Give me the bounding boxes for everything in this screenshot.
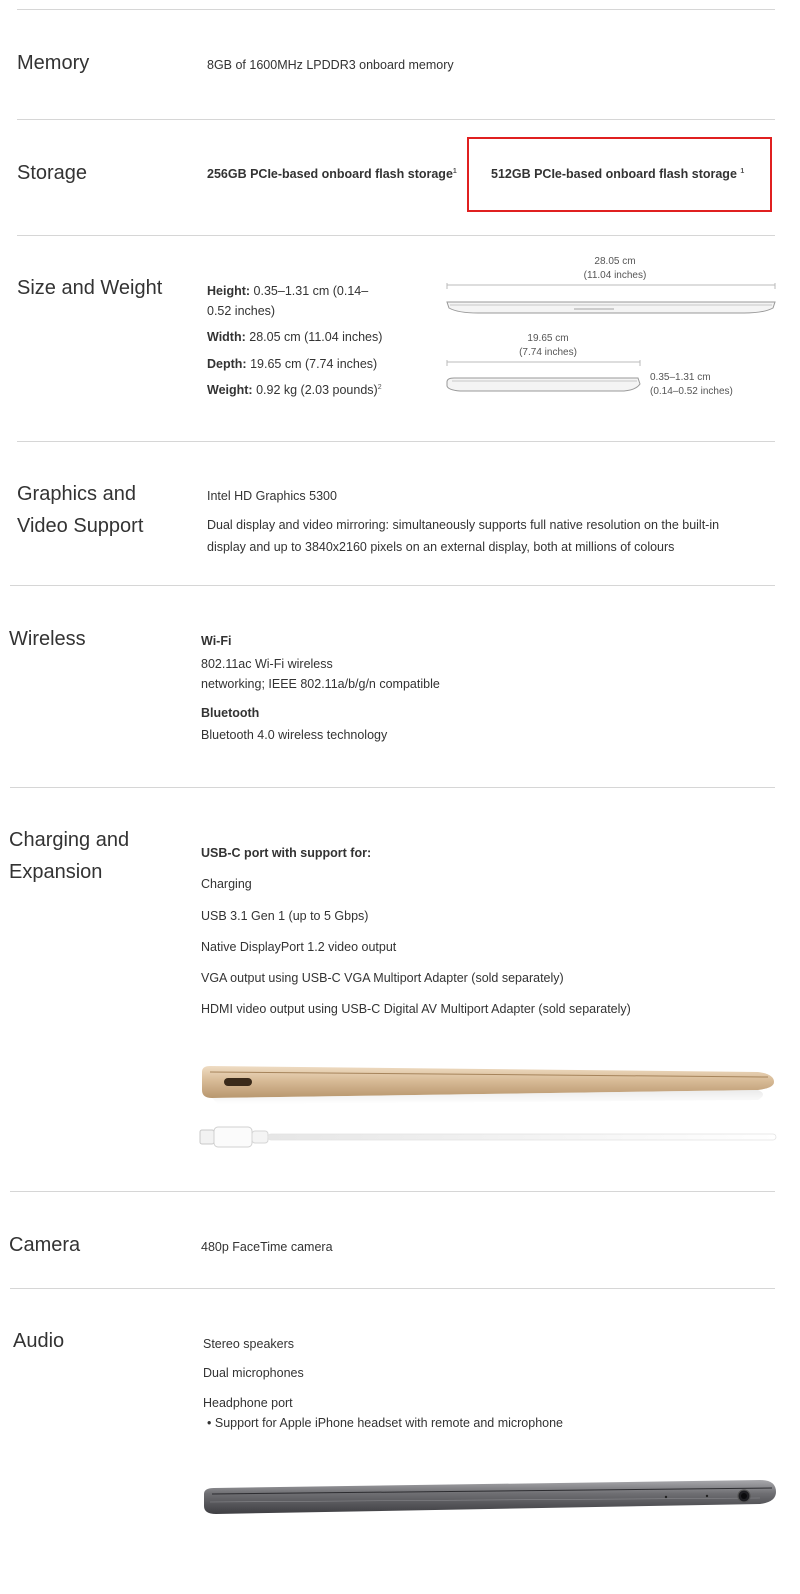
divider-storage	[17, 235, 775, 236]
weight-value: 0.92 kg (2.03 pounds)	[256, 383, 378, 397]
weight-label: Weight:	[207, 383, 253, 397]
divider-memory	[17, 119, 775, 120]
charging-title-line2: Expansion	[9, 861, 103, 883]
divider-wireless	[10, 787, 775, 788]
gray-laptop-side-image	[200, 1470, 780, 1522]
laptop-width-diagram-icon	[444, 283, 778, 317]
wifi-heading: Wi‑Fi	[201, 634, 232, 648]
weight-footnote: 2	[377, 383, 382, 391]
depth-value: 19.65 cm (7.74 inches)	[250, 357, 378, 371]
bluetooth-heading: Bluetooth	[201, 706, 260, 720]
audio-item: Headphone port	[203, 1396, 293, 1410]
graphics-gpu: Intel HD Graphics 5300	[207, 489, 337, 503]
width-label: Width:	[207, 330, 246, 344]
graphics-title	[17, 478, 143, 542]
bluetooth-value: Bluetooth 4.0 wireless technology	[201, 728, 388, 742]
divider-charging	[10, 1191, 775, 1192]
graphics-display-line1: Dual display and video mirroring: simultaneously supports full native resolution on the built-in	[207, 518, 720, 532]
graphics-display-line2: display and up to 3840x2160 pixels on an external display, both at millions of colours	[207, 540, 675, 554]
microphone-hole-icon	[706, 1495, 708, 1497]
divider-top	[17, 9, 775, 10]
diagram-depth-cm: 19.65 cm	[527, 333, 569, 344]
charging-item: USB 3.1 Gen 1 (up to 5 Gbps)	[201, 909, 369, 923]
storage-option-512-label: 512GB PCIe-based onboard flash storage	[491, 167, 737, 181]
height-value: 0.35–1.31 cm (0.14–	[253, 284, 369, 298]
wireless-title: Wireless	[9, 628, 86, 650]
diagram-depth-in: (7.74 inches)	[519, 347, 577, 358]
depth-label: Depth:	[207, 357, 247, 371]
microphone-hole-icon	[665, 1496, 667, 1498]
usbc-heading: USB-C port with support for:	[201, 846, 372, 860]
divider-size	[17, 441, 775, 442]
wifi-line1: 802.11ac Wi‑Fi wireless	[201, 657, 333, 671]
height-label: Height:	[207, 284, 251, 298]
memory-value: 8GB of 1600MHz LPDDR3 onboard memory	[207, 58, 454, 72]
diagram-height-in: (0.14–0.52 inches)	[650, 386, 733, 397]
height-value-2: 0.52 inches)	[207, 304, 276, 318]
diagram-width-in: (11.04 inches)	[583, 270, 647, 281]
usbc-cable-image	[198, 1122, 778, 1154]
weight-spec	[207, 380, 382, 400]
depth-spec	[207, 354, 377, 374]
size-weight-title: Size and Weight	[17, 277, 163, 299]
audio-sub-item-label: Support for Apple iPhone headset with remote and microphone	[214, 1416, 564, 1430]
divider-graphics	[10, 585, 775, 586]
charging-title-line1: Charging and	[9, 829, 130, 851]
storage-option-512-footnote: 1	[740, 167, 745, 175]
storage-option-512[interactable]	[491, 164, 744, 184]
storage-option-256-label: 256GB PCIe-based onboard flash storage	[207, 167, 453, 181]
charging-item: HDMI video output using USB-C Digital AV Multiport Adapter (sold separately)	[201, 1002, 631, 1016]
storage-option-256-footnote: 1	[452, 167, 457, 175]
height-spec	[207, 281, 387, 321]
charging-item: Native DisplayPort 1.2 video output	[201, 940, 397, 954]
wifi-line2: networking; IEEE 802.11a/b/g/n compatible	[201, 677, 440, 691]
audio-sub-item	[207, 1413, 563, 1433]
storage-title: Storage	[17, 162, 88, 184]
laptop-depth-diagram-icon	[444, 360, 644, 394]
charging-title	[9, 824, 129, 888]
gold-laptop-side-image	[198, 1060, 778, 1108]
diagram-height-cm: 0.35–1.31 cm	[650, 372, 711, 383]
audio-item: Stereo speakers	[203, 1337, 295, 1351]
memory-title: Memory	[17, 52, 90, 74]
camera-value: 480p FaceTime camera	[201, 1240, 333, 1254]
audio-title: Audio	[13, 1330, 65, 1352]
bullet-icon: •	[207, 1416, 212, 1430]
audio-item: Dual microphones	[203, 1366, 304, 1380]
divider-camera	[10, 1288, 775, 1289]
charging-item: VGA output using USB-C VGA Multiport Adapter (sold separately)	[201, 971, 564, 985]
diagram-width-cm: 28.05 cm	[594, 256, 636, 267]
usbc-port-icon	[224, 1078, 252, 1086]
storage-option-256[interactable]	[207, 164, 457, 184]
graphics-title-line1: Graphics and	[17, 483, 136, 505]
camera-title: Camera	[9, 1234, 81, 1256]
width-spec	[207, 327, 382, 347]
graphics-title-line2: Video Support	[17, 515, 144, 537]
width-value: 28.05 cm (11.04 inches)	[249, 330, 383, 344]
charging-item: Charging	[201, 877, 252, 891]
